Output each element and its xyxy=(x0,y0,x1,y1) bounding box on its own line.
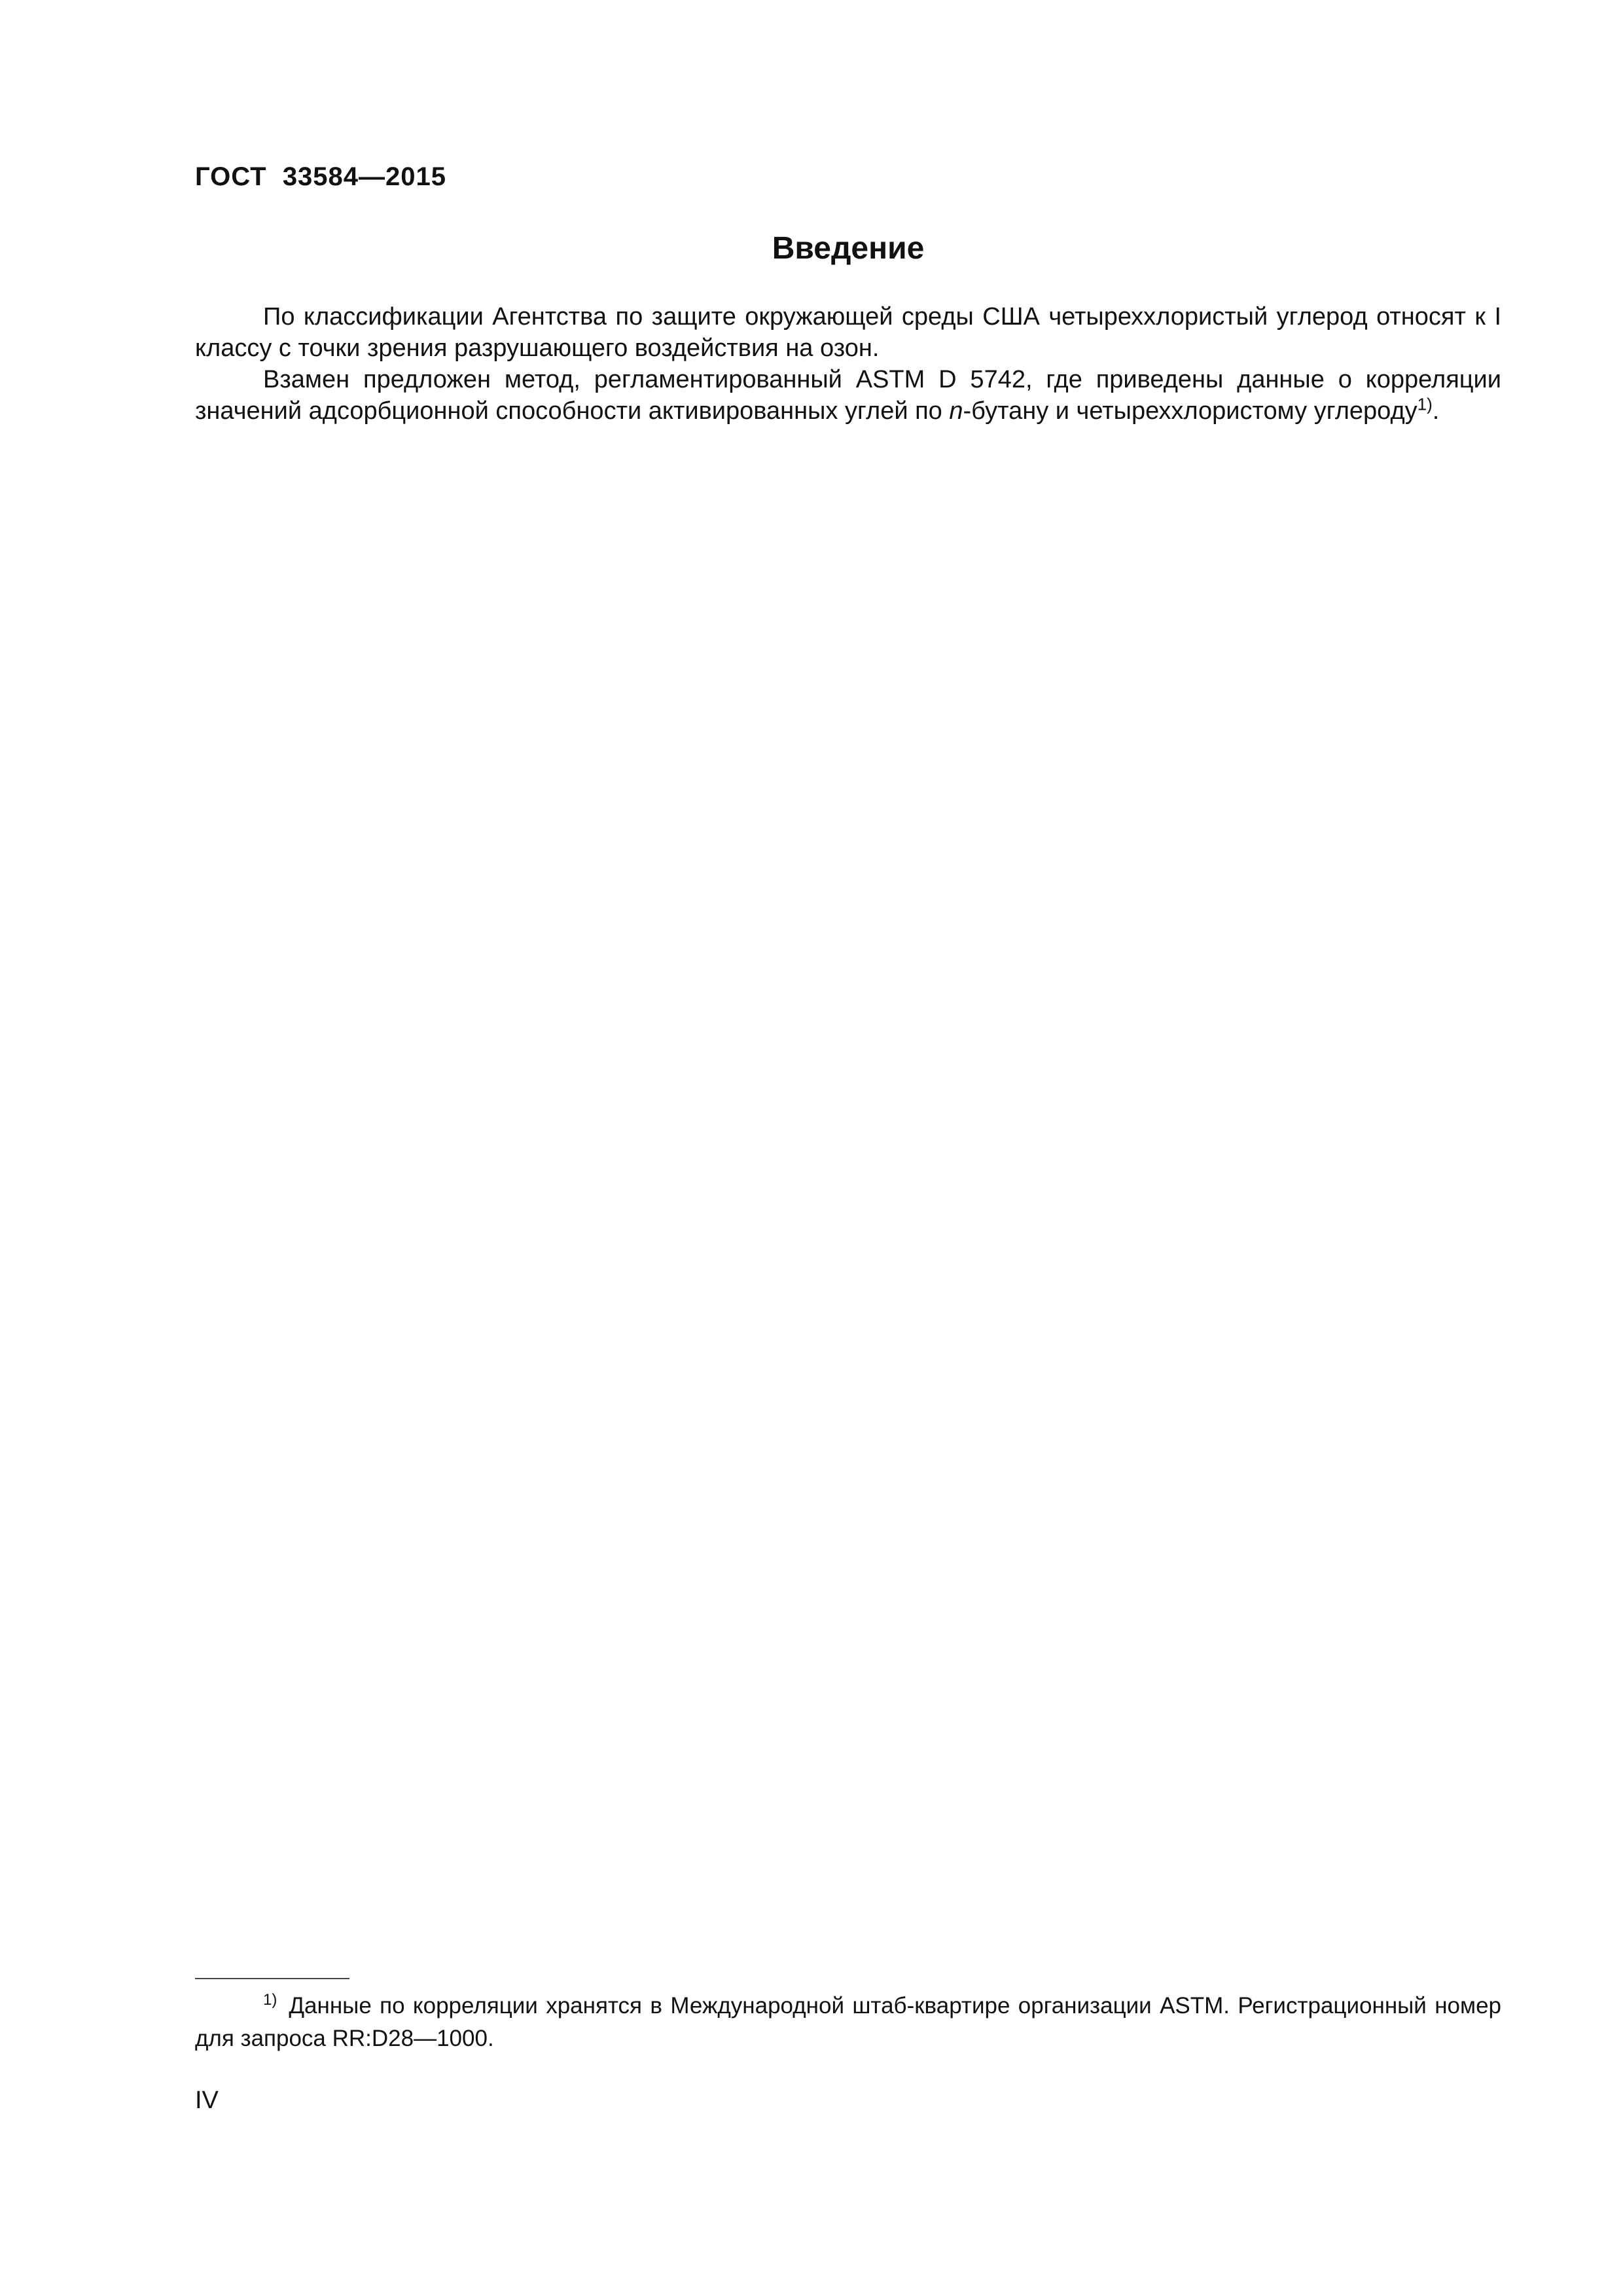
paragraph-2 xyxy=(195,364,1501,427)
footnote-paragraph xyxy=(195,1990,1501,2055)
paragraph-2-italic-n: n xyxy=(949,397,963,425)
paragraph-2-text-start: Взамен предложен метод, регламентированный ASTM D 5742, где приведены данные о корреляции значений адсорбционной способности активированных углей по xyxy=(195,366,1501,425)
footnote-divider xyxy=(195,1978,349,1979)
paragraph-2-end: . xyxy=(1432,397,1440,425)
section-title: Введение xyxy=(772,231,925,266)
paragraph-1: По классификации Агентства по защите окружающей среды США четыреххлористый углерод относят к I классу с точки зрения разрушающего воздействия на озон. xyxy=(195,303,1501,362)
footnote-text: Данные по корреляции хранятся в Международной штаб-квартире организации ASTM. Регистрационный номер для запроса RR:D28—1000. xyxy=(195,1993,1501,2051)
footnote xyxy=(195,1990,1501,2055)
footnote-mark: 1) xyxy=(263,1991,277,2009)
footnote-reference[interactable]: 1) xyxy=(1417,394,1433,414)
page-number: IV xyxy=(195,2087,219,2114)
paragraph-2-text-continued: -бутану и четыреххлористому углероду xyxy=(963,397,1418,425)
body-text xyxy=(195,301,1501,427)
document-code: ГОСТ 33584—2015 xyxy=(195,162,447,191)
